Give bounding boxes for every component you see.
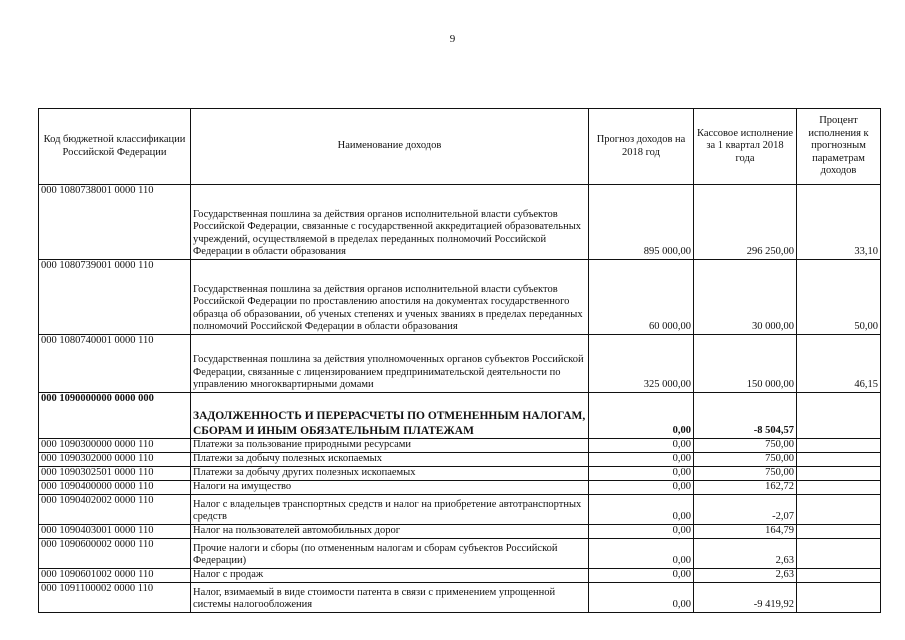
table-row (39, 453, 881, 467)
row-percent (797, 583, 881, 613)
row-forecast: 0,00 (589, 393, 694, 439)
row-cash: 750,00 (694, 439, 797, 453)
row-name: Налог с продаж (191, 569, 589, 583)
row-forecast: 325 000,00 (589, 335, 694, 393)
table-row (39, 185, 881, 260)
row-name: Прочие налоги и сборы (по отмененным налогам и сборам субъектов Российской Федерации) (191, 539, 589, 569)
row-cash: 150 000,00 (694, 335, 797, 393)
row-name: Государственная пошлина за действия органов исполнительной власти субъектов Российской Федерации, связанные с государственной аккредитацией образовательных учреждений, осуществляемой в пределах переданных полномочий Российской Федерации в области образования (191, 185, 589, 260)
table-row (39, 583, 881, 613)
row-code: 000 1090601002 0000 110 (39, 569, 191, 583)
table-row (39, 569, 881, 583)
row-forecast: 0,00 (589, 583, 694, 613)
row-cash: 162,72 (694, 481, 797, 495)
row-name: Налоги на имущество (191, 481, 589, 495)
header-code: Код бюджетной классификации Российской Федерации (39, 109, 191, 185)
row-cash: -9 419,92 (694, 583, 797, 613)
row-code: 000 1090403001 0000 110 (39, 525, 191, 539)
header-name: Наименование доходов (191, 109, 589, 185)
row-forecast: 60 000,00 (589, 260, 694, 335)
table-row (39, 495, 881, 525)
row-code: 000 1090302501 0000 110 (39, 467, 191, 481)
row-percent: 50,00 (797, 260, 881, 335)
row-forecast: 0,00 (589, 539, 694, 569)
row-cash: 2,63 (694, 569, 797, 583)
header-cash: Кассовое исполнение за 1 квартал 2018 года (694, 109, 797, 185)
table-row (39, 539, 881, 569)
table-row (39, 481, 881, 495)
row-code: 000 1080740001 0000 110 (39, 335, 191, 393)
row-cash: 2,63 (694, 539, 797, 569)
row-code: 000 1090000000 0000 000 (39, 393, 191, 439)
row-code: 000 1090300000 0000 110 (39, 439, 191, 453)
row-name: Платежи за добычу полезных ископаемых (191, 453, 589, 467)
budget-revenue-table (38, 108, 881, 613)
row-percent (797, 525, 881, 539)
row-name: Платежи за добычу других полезных ископаемых (191, 467, 589, 481)
row-percent (797, 569, 881, 583)
row-forecast: 0,00 (589, 453, 694, 467)
row-percent (797, 467, 881, 481)
row-name: Государственная пошлина за действия уполномоченных органов субъектов Российской Федерации, связанные с лицензированием предпринимательской деятельности по управлению многоквартирными домами (191, 335, 589, 393)
table-row (39, 467, 881, 481)
row-forecast: 0,00 (589, 495, 694, 525)
row-cash: 750,00 (694, 453, 797, 467)
table-header-row (39, 109, 881, 185)
row-code: 000 1090600002 0000 110 (39, 539, 191, 569)
row-cash: 750,00 (694, 467, 797, 481)
row-forecast: 895 000,00 (589, 185, 694, 260)
row-name: Налог, взимаемый в виде стоимости патента в связи с применением упрощенной системы налогообложения (191, 583, 589, 613)
row-forecast: 0,00 (589, 467, 694, 481)
row-percent (797, 393, 881, 439)
row-cash: 164,79 (694, 525, 797, 539)
row-percent (797, 481, 881, 495)
row-cash: -8 504,57 (694, 393, 797, 439)
row-cash: 296 250,00 (694, 185, 797, 260)
row-forecast: 0,00 (589, 481, 694, 495)
table-row (39, 525, 881, 539)
row-name: ЗАДОЛЖЕННОСТЬ И ПЕРЕРАСЧЕТЫ ПО ОТМЕНЕННЫМ НАЛОГАМ, СБОРАМ И ИНЫМ ОБЯЗАТЕЛЬНЫМ ПЛАТЕЖАМ (191, 393, 589, 439)
header-percent: Процент исполнения к прогнозным параметрам доходов (797, 109, 881, 185)
row-name: Налог на пользователей автомобильных дорог (191, 525, 589, 539)
row-code: 000 1091100002 0000 110 (39, 583, 191, 613)
row-forecast: 0,00 (589, 525, 694, 539)
table-row (39, 439, 881, 453)
row-name: Государственная пошлина за действия органов исполнительной власти субъектов Российской Федерации по проставлению апостиля на документах государственного образца об образовании, об ученых степенях и ученых званиях в пределах переданных полномочий Российской Федерации в области образования (191, 260, 589, 335)
row-code: 000 1090402002 0000 110 (39, 495, 191, 525)
row-cash: -2,07 (694, 495, 797, 525)
table-row (39, 335, 881, 393)
row-name: Налог с владельцев транспортных средств и налог на приобретение автотранспортных средств (191, 495, 589, 525)
row-code: 000 1080739001 0000 110 (39, 260, 191, 335)
row-code: 000 1080738001 0000 110 (39, 185, 191, 260)
row-code: 000 1090400000 0000 110 (39, 481, 191, 495)
row-percent (797, 453, 881, 467)
header-forecast: Прогноз доходов на 2018 год (589, 109, 694, 185)
row-percent: 46,15 (797, 335, 881, 393)
row-name: Платежи за пользование природными ресурсами (191, 439, 589, 453)
row-percent (797, 495, 881, 525)
row-percent (797, 439, 881, 453)
table-row (39, 260, 881, 335)
page-number: 9 (449, 33, 456, 45)
table-row-section (39, 393, 881, 439)
row-forecast: 0,00 (589, 439, 694, 453)
row-cash: 30 000,00 (694, 260, 797, 335)
row-code: 000 1090302000 0000 110 (39, 453, 191, 467)
row-percent (797, 539, 881, 569)
row-forecast: 0,00 (589, 569, 694, 583)
row-percent: 33,10 (797, 185, 881, 260)
